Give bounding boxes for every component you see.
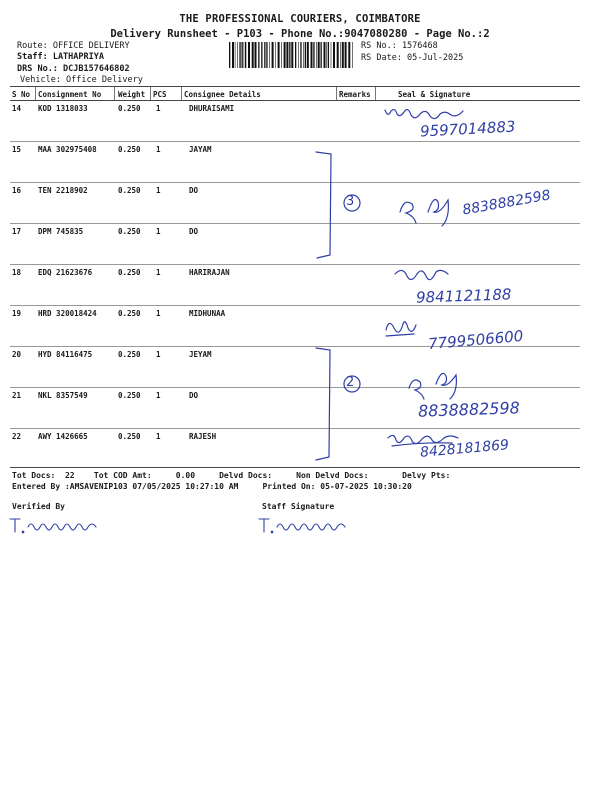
staff-signature [257,515,372,537]
cell-sno: 22 [12,432,22,441]
handwritten-count: 2 [346,375,355,390]
cell-consignee: JEYAM [189,350,212,359]
cell-pcs: 1 [156,145,161,154]
cell-pcs: 1 [156,104,161,113]
cell-pcs: 1 [156,350,161,359]
cell-consignment: HYD 84116475 [38,350,93,359]
cell-weight: 0.250 [118,350,141,359]
cell-sno: 14 [12,104,22,113]
header-consignee: Consignee Details [184,90,261,99]
header-weight: Weight [118,90,146,99]
cell-weight: 0.250 [118,268,141,277]
cell-sno: 19 [12,309,22,318]
cell-consignee: DO [189,227,199,236]
header-pcs: PCS [153,90,167,99]
cell-sno: 20 [12,350,22,359]
staff-signature-label: Staff Signature [262,502,335,511]
handwritten-count: 3 [346,194,355,209]
cell-consignee: JAYAM [189,145,212,154]
cell-sno: 18 [12,268,22,277]
cell-pcs: 1 [156,186,161,195]
cell-consignment: NKL 8357549 [38,391,88,400]
cell-consignment: HRD 320018424 [38,309,97,318]
cell-consignment: EDQ 21623676 [38,268,93,277]
handwritten-phone: 9841121188 [415,285,512,307]
cell-weight: 0.250 [118,227,141,236]
cell-pcs: 1 [156,432,161,441]
cell-weight: 0.250 [118,186,141,195]
cell-sno: 17 [12,227,22,236]
runsheet-subtitle: Delivery Runsheet - P103 - Phone No.:9047080280 - Page No.:2 [110,28,490,40]
cell-consignment: TEN 2218902 [38,186,88,195]
drs-label: DRS No.: DCJB157646802 [17,64,130,74]
cell-weight: 0.250 [118,145,141,154]
cell-pcs: 1 [156,391,161,400]
cell-pcs: 1 [156,268,161,277]
header-sno: S No [12,90,31,99]
cell-consignee: DO [189,186,199,195]
cell-consignment: MAA 302975408 [38,145,97,154]
handwritten-phone: 7799506600 [427,326,525,354]
cell-consignee: RAJESH [189,432,217,441]
cell-consignee: HARIRAJAN [189,268,230,277]
route-label: Route: OFFICE DELIVERY [17,41,130,51]
entered-by-line: Entered By :AMSAVENIP103 07/05/2025 10:27:10 AM Printed On: 05-07-2025 10:30:20 [12,482,412,491]
cell-sno: 15 [12,145,22,154]
cell-consignee: DHURAISAMI [189,104,235,113]
rs-number: RS No.: 1576468 [361,41,438,51]
handwritten-phone: 8428181869 [419,437,510,461]
verifier-signature [8,515,118,537]
handwritten-phone: 8838882598 [417,398,521,421]
cell-consignee: DO [189,391,199,400]
cell-consignee: MIDHUNAA [189,309,226,318]
rs-date: RS Date: 05-Jul-2025 [361,53,464,63]
cell-weight: 0.250 [118,104,141,113]
cell-consignment: KOD 1318033 [38,104,88,113]
header-consignment: Consignment No [38,90,102,99]
cell-weight: 0.250 [118,391,141,400]
totals-line: Tot Docs: 22 Tot COD Amt: 0.00 Delvd Docs: Non Delvd Docs: Delvy Pts: [12,471,451,480]
cell-weight: 0.250 [118,309,141,318]
staff-label: Staff: LATHAPRIYA [17,52,104,62]
cell-weight: 0.250 [118,432,141,441]
verified-by-label: Verified By [12,502,65,511]
cell-sno: 21 [12,391,22,400]
handwritten-phone: 9597014883 [419,117,516,141]
company-title: THE PROFESSIONAL COURIERS, COIMBATORE [179,13,421,25]
cell-pcs: 1 [156,309,161,318]
cell-consignment: DPM 745835 [38,227,84,236]
header-seal-signature: Seal & Signature [398,90,471,99]
header-remarks: Remarks [339,90,371,99]
cell-consignment: AWY 1426665 [38,432,88,441]
cell-pcs: 1 [156,227,161,236]
cell-sno: 16 [12,186,22,195]
vehicle-label: Vehicle: Office Delivery [20,75,143,85]
handwritten-phone: 8838882598 [461,187,552,219]
